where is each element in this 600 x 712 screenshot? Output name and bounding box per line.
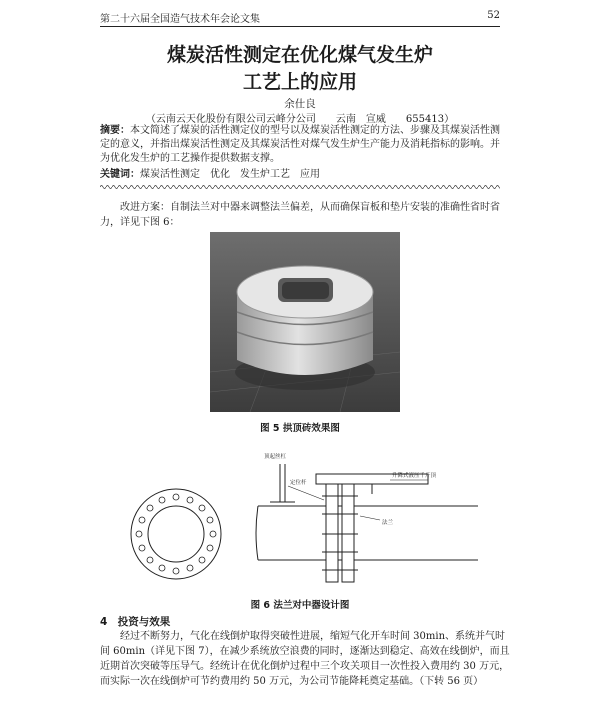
keywords-label: 关键词：	[100, 169, 140, 180]
abstract	[100, 124, 500, 166]
figure5-caption: 图 5 拱顶砖效果图	[260, 423, 340, 434]
wavy-separator	[100, 184, 500, 190]
journal-name: 第二十六届全国造气技术年会论文集	[100, 14, 260, 25]
section4-line2: 间 60min（详见下图 7），在减少系统放空浪费的同时，逐渐达到稳定、高效在线倒炉，而且	[100, 646, 510, 657]
label-flange: 法兰	[382, 520, 394, 526]
label-jack: 升降式液压千斤顶	[392, 473, 437, 479]
running-header	[100, 10, 500, 26]
header-rule	[100, 26, 500, 27]
keywords-text: 煤炭活性测定 优化 发生炉工艺 应用	[140, 169, 320, 180]
section4-line4: 而实际一次在线倒炉可节约费用约 50 万元，为公司节能降耗奠定基础。（下转 56 页）	[100, 676, 484, 687]
author: 余仕良	[284, 98, 316, 110]
article-title-line2: 工艺上的应用	[242, 71, 357, 93]
abstract-text: 本文简述了煤炭的活性测定仪的型号以及煤炭活性测定的方法、步骤及其煤炭活性测定的意义，并指出煤炭活性测定及其煤炭活性对煤气发生炉生产能力及消耗指标的影响。并为优化发生炉的工艺操作提供数据支撑。	[100, 125, 500, 164]
page-number: 52	[487, 10, 500, 21]
label-positioning-rod: 定位杆	[290, 480, 307, 486]
figure5-photo	[210, 232, 400, 412]
flange-front-view	[131, 489, 221, 579]
section4-heading: 4 投资与效果	[100, 616, 171, 628]
section4-line3: 近期首次突破等压导气。经统计在优化倒炉过程中三个攻关项目一次性投入费用约 30 万元，	[100, 661, 510, 672]
section4-body	[100, 629, 510, 689]
abstract-label: 摘要：	[100, 125, 130, 136]
article-title-line1: 煤炭活性测定在优化煤气发生炉	[166, 44, 433, 66]
affiliation: （云南云天化股份有限公司云峰分公司 云南 宣威 655413）	[145, 114, 455, 125]
label-top-bolt: 顶起丝杠	[264, 454, 287, 460]
intro-paragraph: 改进方案：自制法兰对中器来调整法兰偏差，从而确保盲板和垫片安装的准确性省时省力，详见下图 6：	[100, 202, 500, 228]
figure6-diagram	[128, 444, 478, 584]
figure6-caption: 图 6 法兰对中器设计图	[250, 600, 350, 611]
keywords	[100, 168, 500, 182]
section4-line1: 经过不断努力，气化在线倒炉取得突破性进展，缩短气化开车时间 30min、系统并气时	[120, 631, 506, 642]
